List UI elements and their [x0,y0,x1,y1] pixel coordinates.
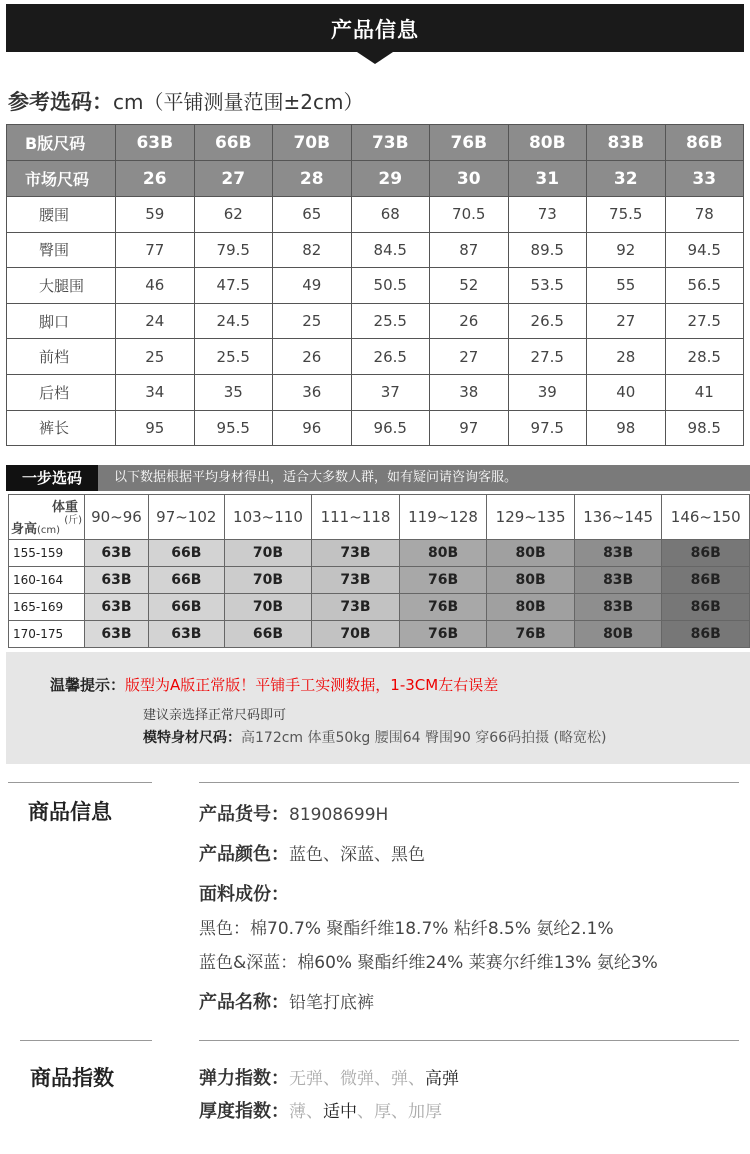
table-cell: 46 [116,268,195,304]
divider [20,1040,152,1041]
table-row [7,303,744,339]
size-cell: 73B [312,594,400,621]
table-cell: 49 [273,268,352,304]
step-bar [6,465,750,491]
name-value: 铅笔打底裤 [289,993,374,1013]
step-note: 以下数据根据平均身材得出，适合大多数人群，如有疑问请咨询客服。 [114,470,518,485]
size-cell: 76B [399,594,487,621]
size-cell: 76B [399,567,487,594]
tip-warning: 版型为A版正常版！平铺手工实测数据，1-3CM左右误差 [125,676,499,694]
table-cell: 63B [116,125,195,161]
table-cell: 25 [273,303,352,339]
height-cell: 165-169 [9,594,85,621]
size-table [6,124,744,446]
tip-warning-line [50,674,498,695]
size-cell: 80B [487,567,575,594]
table-row [9,621,750,648]
table-cell: 76B [430,125,509,161]
table-cell: 36 [273,374,352,410]
table-cell: 97 [430,410,509,446]
tip-advice: 建议亲选择正常尺码即可 [143,708,287,723]
table-cell: 95.5 [194,410,273,446]
reference-label: 参考选码： [8,90,113,114]
table-cell: 27 [587,303,666,339]
table-cell: 66B [194,125,273,161]
fabric-label: 面料成份： [199,884,289,905]
height-cell: 170-175 [9,621,85,648]
size-cell: 80B [487,594,575,621]
table-cell: 25 [116,339,195,375]
size-cell: 80B [574,621,662,648]
table-cell: 34 [116,374,195,410]
table-cell: 市场尺码 [7,161,116,197]
table-row [9,567,750,594]
size-cell: 63B [148,621,224,648]
table-cell: 24.5 [194,303,273,339]
weight-header-cell: 103~110 [224,495,312,540]
size-cell: 83B [574,540,662,567]
table-cell: 31 [508,161,587,197]
size-cell: 83B [574,567,662,594]
reference-line [8,86,363,116]
corner-cell [9,495,85,540]
table-cell: 73B [351,125,430,161]
size-cell: 66B [224,621,312,648]
product-info-title: 商品信息 [28,800,112,824]
table-cell: 臀围 [7,232,116,268]
banner-arrow-icon [357,52,393,64]
weight-header-cell: 129~135 [487,495,575,540]
table-cell: 大腿围 [7,268,116,304]
size-cell: 66B [148,567,224,594]
table-cell: 26.5 [351,339,430,375]
model-value: 高172cm 体重50kg 腰围64 臀围90 穿66码拍摄 (略宽松) [241,730,607,746]
table-cell: 75.5 [587,197,666,233]
header-banner [6,4,744,52]
table-cell: 98 [587,410,666,446]
table-cell: 68 [351,197,430,233]
corner-weight-unit: (斤) [64,515,82,526]
size-cell: 66B [148,594,224,621]
size-cell: 76B [399,621,487,648]
table-cell: 97.5 [508,410,587,446]
table-cell: 26.5 [508,303,587,339]
table-row [7,268,744,304]
model-label: 模特身材尺码： [143,730,241,746]
color-row [199,840,425,866]
table-cell: 24 [116,303,195,339]
table-row [7,374,744,410]
color-value: 蓝色、深蓝、黑色 [289,845,425,865]
size-header-row [7,161,744,197]
table-cell: 27.5 [508,339,587,375]
table-cell: 77 [116,232,195,268]
size-cell: 83B [574,594,662,621]
table-cell: 39 [508,374,587,410]
table-cell: 30 [430,161,509,197]
divider [199,1040,739,1041]
name-row [199,988,374,1014]
table-cell: B版尺码 [7,125,116,161]
table-cell: 82 [273,232,352,268]
reference-note: cm（平铺测量范围±2cm） [113,90,364,114]
thickness-row [199,1097,442,1123]
table-cell: 27 [430,339,509,375]
thickness-inactive: 薄、 [289,1102,323,1122]
table-cell: 28 [587,339,666,375]
size-cell: 63B [85,540,149,567]
table-cell: 55 [587,268,666,304]
table-cell: 80B [508,125,587,161]
table-cell: 27.5 [665,303,744,339]
thickness-label: 厚度指数： [199,1101,289,1122]
table-cell: 25.5 [194,339,273,375]
table-cell: 56.5 [665,268,744,304]
step-label: 一步选码 [6,465,98,491]
color-label: 产品颜色： [199,844,289,865]
table-cell: 腰围 [7,197,116,233]
elastic-inactive: 无弹、微弹、弹、 [289,1069,425,1089]
table-cell: 41 [665,374,744,410]
table-cell: 79.5 [194,232,273,268]
banner-title: 产品信息 [331,18,419,42]
tip-model-line [143,727,606,747]
table-cell: 62 [194,197,273,233]
sku-row [199,800,388,826]
table-cell: 33 [665,161,744,197]
table-cell: 73 [508,197,587,233]
table-cell: 前档 [7,339,116,375]
table-cell: 26 [273,339,352,375]
height-cell: 160-164 [9,567,85,594]
table-cell: 70B [273,125,352,161]
size-cell: 63B [85,621,149,648]
table-cell: 28.5 [665,339,744,375]
table-cell: 59 [116,197,195,233]
size-cell: 73B [312,567,400,594]
table-cell: 35 [194,374,273,410]
fabric-row [199,880,289,906]
product-index-title: 商品指数 [30,1066,114,1090]
table-row [9,495,750,540]
corner-weight: 体重 [51,500,78,515]
table-cell: 26 [430,303,509,339]
table-cell: 78 [665,197,744,233]
sku-label: 产品货号： [199,804,289,825]
table-row [9,594,750,621]
tips-panel [6,652,750,764]
table-row [7,410,744,446]
weight-header-cell: 146~150 [662,495,750,540]
corner-height-unit: (cm) [37,525,61,536]
table-cell: 25.5 [351,303,430,339]
elastic-row [199,1064,459,1090]
size-cell: 80B [399,540,487,567]
size-cell: 73B [312,540,400,567]
size-cell: 70B [312,621,400,648]
table-cell: 89.5 [508,232,587,268]
table-cell: 95 [116,410,195,446]
name-label: 产品名称： [199,992,289,1013]
table-cell: 86B [665,125,744,161]
table-cell: 52 [430,268,509,304]
size-cell: 70B [224,540,312,567]
size-cell: 86B [662,540,750,567]
weight-header-cell: 136~145 [574,495,662,540]
elastic-label: 弹力指数： [199,1068,289,1089]
table-cell: 83B [587,125,666,161]
size-cell: 63B [85,594,149,621]
thickness-inactive: 、厚、加厚 [357,1102,442,1122]
table-cell: 脚口 [7,303,116,339]
table-row [7,232,744,268]
size-cell: 80B [487,540,575,567]
table-cell: 29 [351,161,430,197]
divider [199,782,739,783]
weight-header-cell: 119~128 [399,495,487,540]
table-cell: 40 [587,374,666,410]
table-cell: 裤长 [7,410,116,446]
table-cell: 32 [587,161,666,197]
size-cell: 86B [662,621,750,648]
table-cell: 84.5 [351,232,430,268]
table-cell: 98.5 [665,410,744,446]
table-cell: 后档 [7,374,116,410]
table-cell: 47.5 [194,268,273,304]
table-cell: 70.5 [430,197,509,233]
sku-value: 81908699H [289,805,389,825]
table-cell: 37 [351,374,430,410]
size-cell: 63B [85,567,149,594]
fabric-black: 黑色：棉70.7% 聚酯纤维18.7% 粘纤8.5% 氨纶2.1% [199,919,614,939]
size-cell: 86B [662,594,750,621]
table-cell: 92 [587,232,666,268]
corner-height [11,518,60,537]
size-cell: 86B [662,567,750,594]
size-cell: 70B [224,567,312,594]
elastic-active: 高弹 [425,1069,459,1089]
table-row [7,339,744,375]
weight-header-cell: 97~102 [148,495,224,540]
size-cell: 66B [148,540,224,567]
table-cell: 50.5 [351,268,430,304]
table-cell: 65 [273,197,352,233]
table-cell: 87 [430,232,509,268]
corner-height-label: 身高 [11,522,38,537]
table-cell: 26 [116,161,195,197]
table-cell: 53.5 [508,268,587,304]
table-row [7,197,744,233]
tip-label: 温馨提示： [50,676,126,694]
fabric-blue: 蓝色&深蓝：棉60% 聚酯纤维24% 莱赛尔纤维13% 氨纶3% [199,953,658,973]
table-row [9,540,750,567]
recommendation-table [8,494,750,648]
size-cell: 70B [224,594,312,621]
table-cell: 96 [273,410,352,446]
weight-header-cell: 90~96 [85,495,149,540]
table-cell: 94.5 [665,232,744,268]
table-cell: 96.5 [351,410,430,446]
height-cell: 155-159 [9,540,85,567]
table-cell: 27 [194,161,273,197]
table-cell: 38 [430,374,509,410]
size-cell: 76B [487,621,575,648]
weight-header-cell: 111~118 [312,495,400,540]
table-cell: 28 [273,161,352,197]
size-header-row [7,125,744,161]
divider [8,782,152,783]
thickness-active: 适中 [323,1102,357,1122]
